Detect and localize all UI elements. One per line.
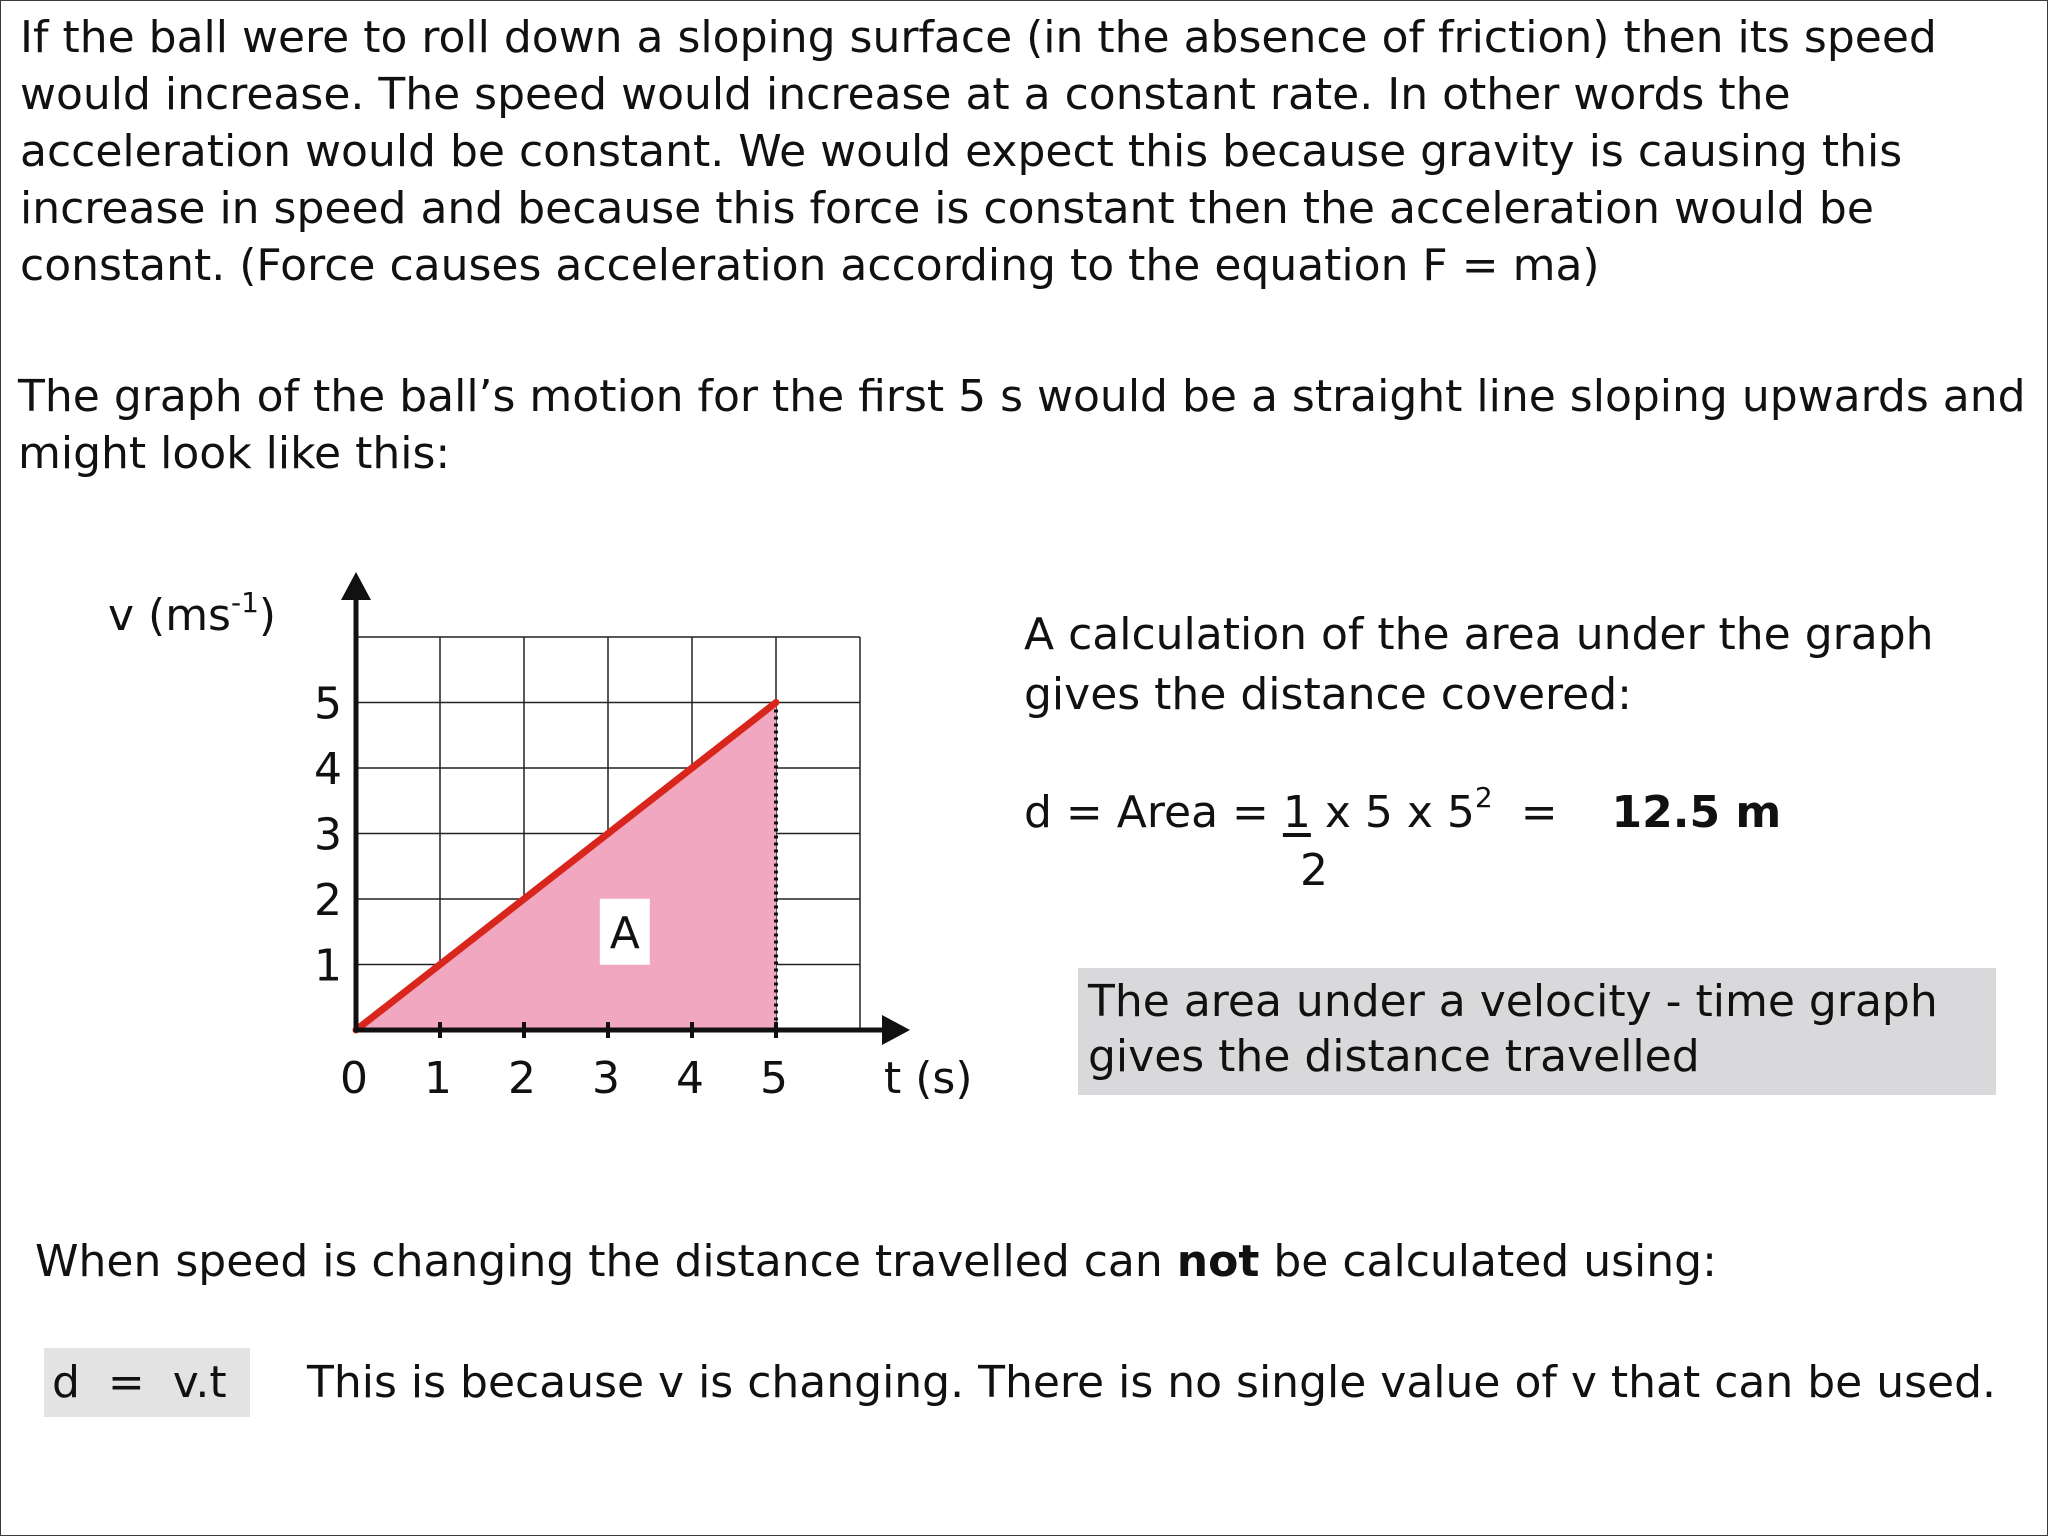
bottom-statement-pre: When speed is changing the distance travelled can bbox=[35, 1236, 1177, 1287]
y-tick-label: 3 bbox=[314, 809, 342, 861]
x-tick-label: 5 bbox=[760, 1053, 788, 1104]
bottom-statement-emphasis: not bbox=[1176, 1236, 1260, 1287]
area-label: A bbox=[609, 907, 640, 959]
bottom-statement bbox=[35, 1232, 1717, 1292]
x-tick-label: 1 bbox=[424, 1053, 452, 1104]
y-axis-arrow bbox=[341, 572, 371, 600]
y-tick-label: 2 bbox=[314, 875, 342, 926]
fraction-numerator: 1 bbox=[1282, 787, 1311, 838]
y-tick-label: 5 bbox=[314, 678, 342, 730]
x-tick-label: 2 bbox=[508, 1053, 536, 1104]
velocity-time-chart bbox=[0, 0, 1000, 1150]
x-tick-label: 3 bbox=[592, 1053, 620, 1104]
formula-exponent: 2 bbox=[1474, 781, 1493, 814]
area-formula bbox=[1024, 781, 1782, 896]
formula-middle: x 5 x 5 bbox=[1310, 787, 1475, 838]
formula-equals: = bbox=[1492, 787, 1572, 838]
calculation-intro: A calculation of the area under the graph gives the distance covered: bbox=[1024, 609, 1934, 720]
key-point-box: The area under a velocity - time graph gives the distance travelled bbox=[1078, 968, 1996, 1095]
x-axis-label: t (s) bbox=[884, 1053, 973, 1104]
y-tick-label: 4 bbox=[314, 744, 342, 795]
formula-lhs: d = Area = bbox=[1024, 787, 1283, 838]
x-axis-arrow bbox=[882, 1015, 910, 1045]
reason-text: This is because v is changing. There is no single value of v that can be used. bbox=[307, 1357, 1997, 1408]
intro-paragraph-2: The graph of the ball’s motion for the first 5 s would be a straight line sloping upwards and might look like this: bbox=[18, 371, 2026, 479]
x-tick-label: 0 bbox=[340, 1053, 368, 1104]
y-tick-label: 1 bbox=[314, 940, 342, 992]
fraction-denominator: 2 bbox=[1300, 845, 1328, 896]
bottom-statement-post: be calculated using: bbox=[1259, 1236, 1717, 1287]
y-axis-label: v $(ms^{-1})$ bbox=[108, 586, 277, 641]
formula-result: 12.5 m bbox=[1611, 787, 1782, 838]
intro-paragraph-1: If the ball were to roll down a sloping surface (in the absence of friction) then its speed would increase. The speed would increase at a constant rate. In other words the acceleration would be constant. We would expect this because gravity is causing this increase in speed and because this force is constant then the acceleration would be constant. (Force causes acceleration according to the equation F = ma) bbox=[20, 12, 1937, 291]
x-tick-label: 4 bbox=[676, 1053, 704, 1104]
distance-equation-box: d = v.t bbox=[44, 1348, 250, 1417]
